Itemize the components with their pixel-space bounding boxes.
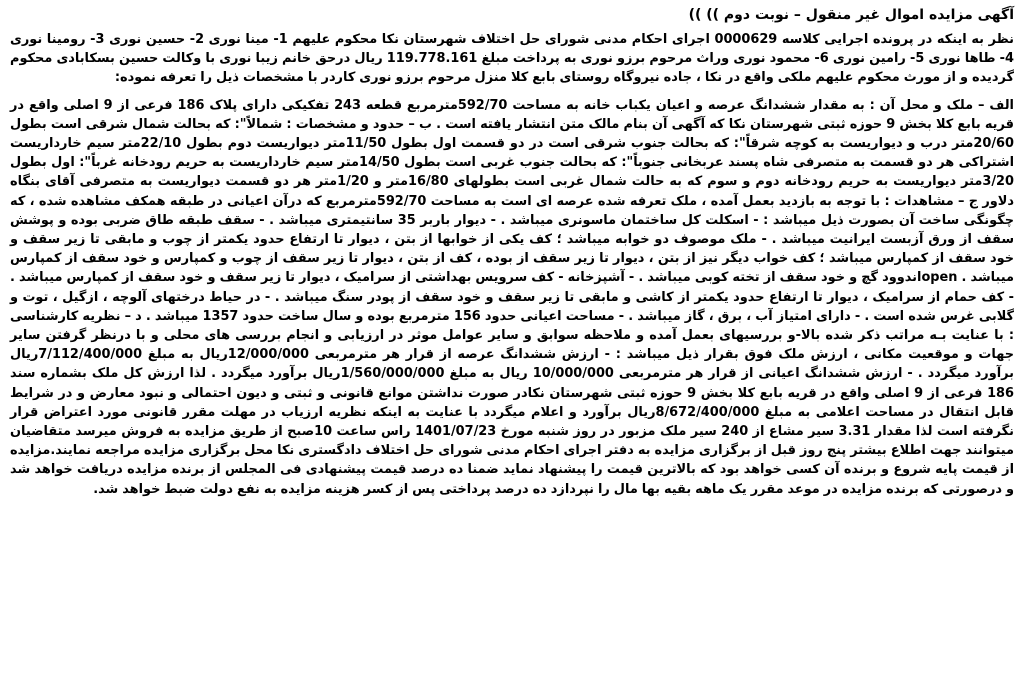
notice-body-paragraph: الف – ملک و محل آن : به مقدار ششدانگ عرصه و اعیان یکباب خانه به مساحت 592/70مترمربع قطعه 243 تفکیکی دارای پلاک 186 فرعی از 9 اصلی واقع در قریه بابع کلا بخش 9 حوزه ثبتی شهرستان نکا که آگهی آن بنام مالک متن انتشار یافته است . ب – حدود و مشخصات : شمالاً": که بحالت شمال شرقی است بطول 20/60متر درب و دیواریست به کوچه شرقاً": که بحالت جنوب شرقی است در دو قسمت اول بطول 11/50متر دیواریست دوم بطول 22/10متر سیم خارداریست اشتراکی هر دو قسمت به متصرفی شاه پسند عربخانی جنوباً": که بحالت جنوب غربی است بطول 14/50متر سیم خارداریست به حریم رودخانه غرباً": اول بطول 3/20متر دیواریست به حریم رودخانه دوم و سوم که به حالت شمال غربی است بطولهای 16/80متر و 1/20متر هر دو قسمت دیواریست به متصرفی آقای بنگاه دلاور ج – مشاهدات : با توجه به بازدید بعمل آمده ، ملک تعرفه شده عرصه ای است به مساحت 592/70مترمربع که درآن اعیانی در طبقه همکف مشاهده شده ، که چگونگی ساخت آن بصورت ذیل میباشد : - اسکلت کل ساختمان ماسونری میباشد . - دیوار باربر 35 سانتیمتری میباشد . - سقف طبقه طاق ضربی بوده و پوشش سقف از ورق آزبست ایرانیت میباشد . - ملک موصوف دو خوابه میباشد ؛ کف یکی از خوابها از بتن ، دیوار تا ارتفاع حدود یکمتر از چوب و مابقی تا زیر سقف و خود سقف از کمپارس میباشد ؛ کف خواب دیگر نیز از بتن ، دیوار تا زیر سقف از بوده ، کف از بتن ، دیوار تا زیر سقف از چوب و کمپارس و خود سقف از کمپارس میباشد . openاندوود گچ و خود سقف از تخته کوبی میباشد . - آشپزخانه - کف سرویس بهداشتی از سرامیک ، دیوار تا زیر سقف و خود سقف از کمپارس میباشد . - کف حمام از سرامیک ، دیوار تا ارتفاع حدود یکمتر از کاشی و مابقی تا زیر سقف و خود سقف از پودر سنگ میباشد . - در حیاط درختهای آلوچه ، ازگیل ، توت و گلابی غرس شده است . - دارای امتیاز آب ، برق ، گاز میباشد . - مساحت اعیانی حدود 156 مترمربع بوده و سال ساخت حدود 1357 میباشد . د – نظریه کارشناسی : با عنایت بـه مراتب ذکر شده بالا-و بررسیهای بعمل آمده و ملاحظه سوابق و سایر عوامل موثر در ارزیابی و انجام بررسی های محلی و با درنظر گرفتن سایر جهات و موقعیت مکانی ، ارزش ملک فوق بقرار ذیل میباشد : - ارزش ششدانگ عرصه از قرار هر مترمربعی 12/000/000ریال به مبلغ 7/112/400/000ریال برآورد میگردد . - ارزش ششدانگ اعیانی از قرار هر مترمربعی 10/000/000 ریال به مبلغ 1/560/000/000ریال برآورد میگردد . لذا ارزش کل ملک بشماره سند 186 فرعی از 9 اصلی واقع در قریه بابع کلا بخش 9 حوزه ثبتی شهرستان نکادر صورت نداشتن موانع قانونی و ثبتی و دیون احتمالی و نبود معارض و در شرایط قابل انتقال در مساحت اعلامی به مبلغ 8/672/400/000ریال برآورد و اعلام میگردد با عنایت به اینکه نظریه ارزیاب در مهلت مقرر قانونی مورد اعتراض قرار نگرفته است لذا مقدار 3.31 سیر مشاع از 240 سیر ملک مزبور در روز شنبه مورخ 1401/07/23 راس ساعت 10صبح از طریق مزایده به فروش میرسد متقاضیان میتوانند جهت اطلاع بیشتر پنج روز قبل از برگزاری مزایده به دفتر اجرای احکام مدنی شورای حل اختلاف دادگستری نکا محل برگزاری مزایده مراجعه نمایند.مزایده از قیمت پایه شروع و برنده آن کسی خواهد بود که بالاترین قیمت را پیشنهاد نماید ضمنا ده درصد قیمت پیشنهادی فی المجلس از برنده مزایده دریافت خواهد شد و درصورتی که برنده مزایده در موعد مقرر یک ماهه بقیه بها مال را نپردازد ده درصد پرداختی پس از کسر هزینه مزایده به نفع دولت ضبط خواهد شد. [10, 97, 1015, 497]
notice-intro-paragraph: نظر به اینکه در پرونده اجرایی کلاسه 0000629 اجرای احکام مدنی شورای حل اختلاف شهرستان نکا محکوم علیهم 1- مینا نوری 2- حسین نوری 3- رومینا نوری 4- طاها نوری 5- رامین نوری 6- محمود نوری وراث مرحوم برزو نوری به پرداخت مبلغ 119.778.161 ریال درحق خانم زیبا نوری با وکالت حسین بسکابادی محکوم گردیده و از مورث محکوم علیهم ملکی واقع در نکا ، جاده نیروگاه روستای بابع کلا منزل مرحوم برزو نوری کاردر با مشخصات ذیل را تعرفه نموده: [10, 32, 1015, 86]
paragraph-gap [10, 88, 1014, 96]
notice-title: آگهی مزایده اموال غیر منقول – نوبت دوم )) )) [688, 7, 1014, 23]
